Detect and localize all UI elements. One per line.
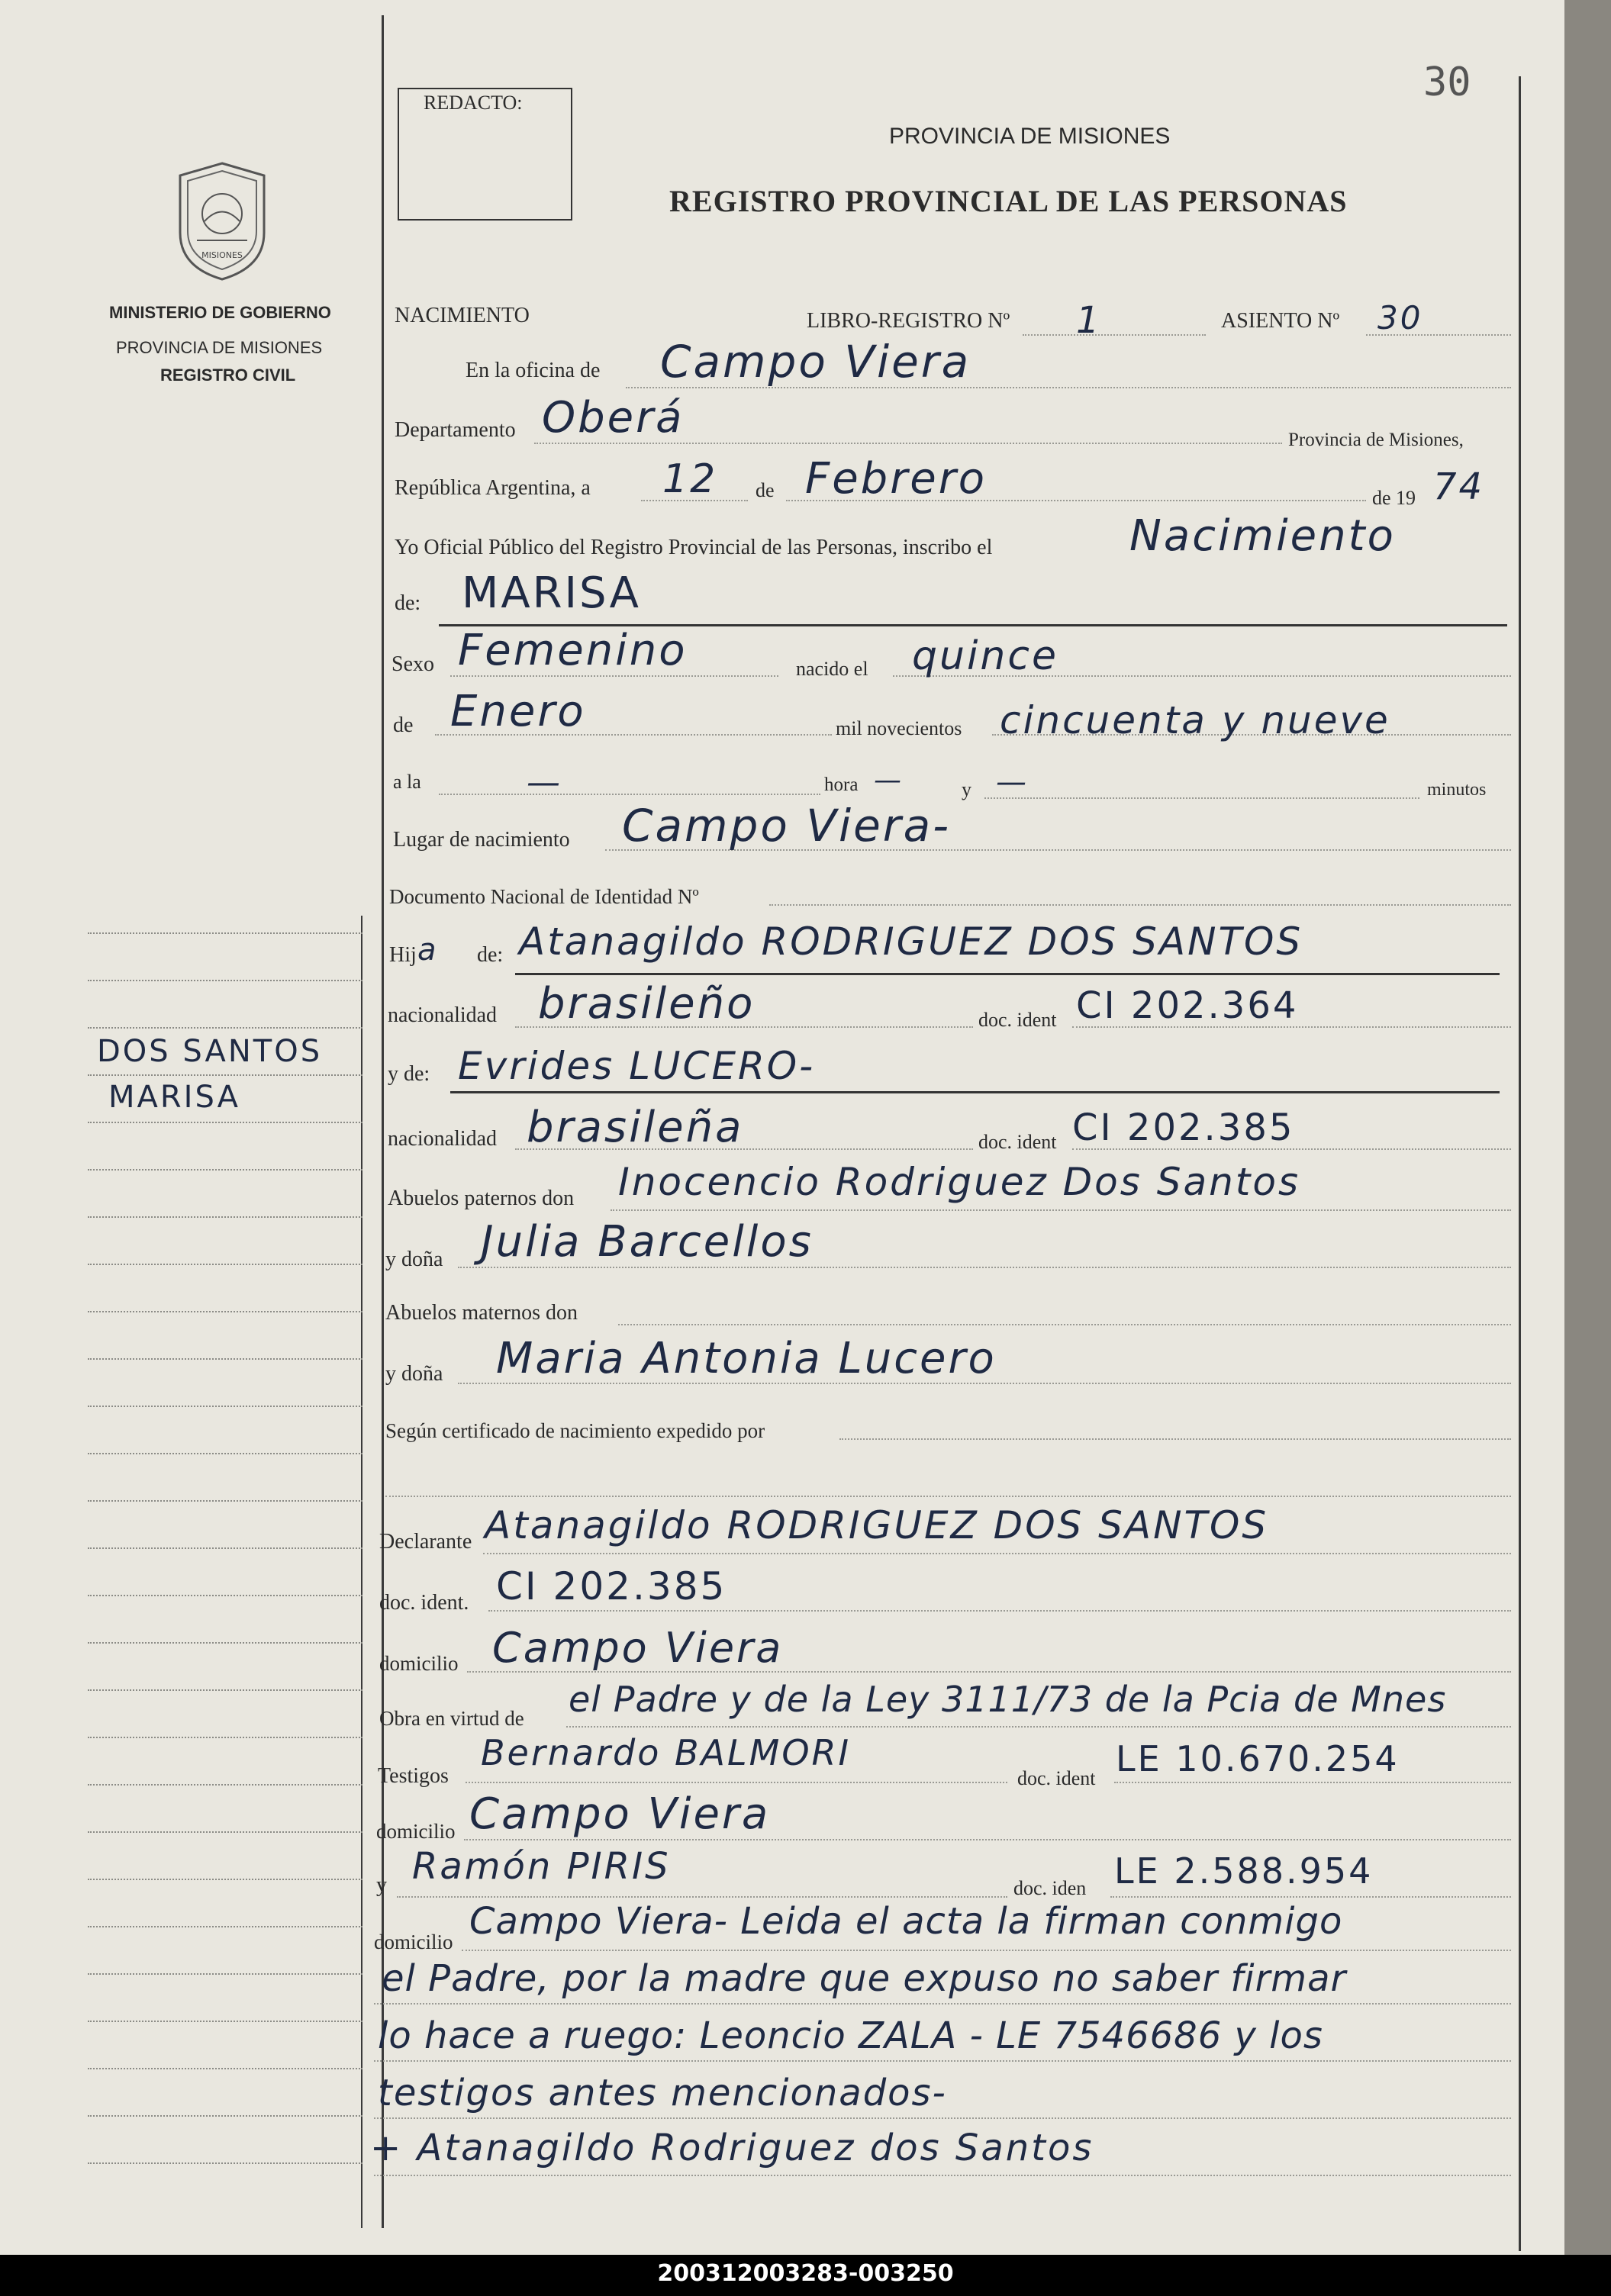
sexo-value: Femenino [458,626,688,675]
abuelos-maternos-label: Abuelos maternos don [385,1301,578,1325]
abuelo-paterno-value: Inocencio Rodriguez Dos Santos [618,1160,1301,1204]
province-header: PROVINCIA DE MISIONES [889,124,1171,149]
field-line [488,1610,1511,1612]
field-line [984,797,1419,799]
image-caption: 200312003283-003250 [657,2260,954,2287]
declarante-dom-value: Campo Viera [492,1624,784,1672]
madre-value: Evrides LUCERO- [458,1044,816,1088]
declarante-label: Declarante [379,1530,472,1554]
field-line [464,1839,1511,1840]
field-line [1114,1782,1511,1783]
field-line [611,1209,1511,1211]
nacido-label: nacido el [796,658,868,680]
mes-value: Febrero [805,454,987,504]
hora-dash: — [527,763,562,802]
field-line [1023,334,1206,336]
testigo2-doc-value: LE 2.588.954 [1114,1850,1374,1892]
margin-line [88,932,362,934]
field-line [1110,1896,1511,1898]
nacido-mes-value: Enero [450,687,586,736]
margin-line [88,1547,362,1549]
seal-text: MISIONES [201,250,243,260]
declarante-doc-value: CI 202.385 [496,1564,727,1608]
margin-line [88,1737,362,1738]
margin-line [88,1358,362,1360]
field-line [483,1553,1511,1554]
madre-doc-value: CI 202.385 [1072,1106,1295,1149]
registry-title: REGISTRO PROVINCIAL DE LAS PERSONAS [669,184,1348,218]
margin-line [88,1879,362,1880]
doc-ident-label: doc. ident [978,1131,1057,1153]
margin-line [88,1973,362,1975]
ministry-line2: PROVINCIA DE MISIONES [116,338,323,357]
nacido-dia-value: quince [912,633,1058,679]
margin-line [88,1264,362,1265]
field-line [566,1726,1511,1728]
madre-nac-value: brasileña [527,1103,744,1152]
minutos-label: minutos [1427,780,1487,800]
mother-underline [450,1091,1500,1093]
declarante-doc-label: doc. ident. [379,1591,469,1615]
provincia-label: Provincia de Misiones, [1288,430,1464,450]
doc-ident-label: doc. ident [1017,1767,1096,1789]
field-line [374,2175,1511,2176]
nombre-value: MARISA [462,568,641,618]
nacimiento-label: NACIMIENTO [395,304,530,327]
departamento-value: Oberá [542,393,685,443]
margin-line [88,1642,362,1644]
margin-line [88,1074,362,1076]
margin-line [88,1500,362,1502]
padre-nac-value: brasileño [538,979,756,1029]
margin-line [88,1689,362,1691]
field-line [462,1950,1511,1951]
margin-line [88,1831,362,1833]
padre-value: Atanagildo RODRIGUEZ DOS SANTOS [519,919,1303,964]
domicilio-label: domicilio [374,1931,453,1953]
y2-label: y [376,1873,387,1897]
note-line-2: el Padre, por la madre que expuso no saber firmar [382,1957,1347,2000]
anio-label: de 19 [1372,487,1416,509]
hijo-suffix: a [417,932,439,968]
y-label: y [962,778,971,800]
ministry-line3: REGISTRO CIVIL [160,365,296,385]
lugar-label: Lugar de nacimiento [393,828,570,852]
padre-doc-value: CI 202.364 [1076,984,1299,1027]
field-line [618,1324,1511,1325]
domicilio-label: domicilio [379,1652,459,1675]
margin-line [88,1027,362,1029]
margin-note-surname: DOS SANTOS [97,1034,323,1069]
father-underline [515,973,1500,975]
de-label: de [756,479,775,501]
libro-label: LIBRO-REGISTRO Nº [807,309,1010,333]
testigo2-value: Ramón PIRIS [412,1845,671,1888]
asiento-value: 30 [1377,299,1423,337]
signature: + Atanagildo Rodriguez dos Santos [370,2127,1094,2169]
field-line [839,1438,1511,1440]
nacionalidad-label: nacionalidad [388,1127,498,1151]
field-line [374,2117,1511,2119]
libro-value: 1 [1076,299,1102,342]
field-line [385,1496,1511,1497]
note-line-4: testigos antes mencionados- [378,2072,947,2114]
hora-label: hora [824,774,859,795]
margin-line [88,1169,362,1171]
testigos-label: Testigos [378,1764,449,1788]
y-dona-label: y doña [385,1362,443,1386]
a-la-label: a la [393,771,421,793]
margin-note-name: MARISA [108,1080,240,1115]
form-right-line [1519,76,1521,2251]
margin-line [88,1784,362,1786]
doc-iden-label: doc. iden [1013,1877,1087,1899]
asiento-label: ASIENTO Nº [1221,309,1340,333]
minutos-dash: — [996,765,1029,800]
anio-value: 74 [1433,465,1485,508]
margin-line [88,1453,362,1454]
hijo-label: Hij [389,943,417,967]
yo-oficial-label: Yo Oficial Público del Registro Provincial de las Personas, inscribo el [395,536,993,559]
field-line [397,1896,1007,1898]
domicilio-label: domicilio [376,1820,456,1843]
abuela-materna-value: Maria Antonia Lucero [496,1334,997,1383]
segun-label: Según certificado de nacimiento expedido por [385,1419,765,1442]
dia-value: 12 [662,456,718,502]
provincial-seal-icon [174,160,270,282]
testigo1-dom-value: Campo Viera [469,1789,771,1839]
margin-line [88,2162,362,2164]
nacionalidad-label: nacionalidad [388,1003,498,1027]
inscribo-value: Nacimiento [1129,511,1396,561]
margin-line [88,1595,362,1596]
de2-label: de: [395,591,421,615]
abuelos-paternos-label: Abuelos paternos don [388,1187,575,1210]
hora-dash-2: — [874,765,904,796]
field-line [458,1267,1511,1268]
redacto-label: REDACTO: [424,92,523,114]
dni-label: Documento Nacional de Identidad Nº [389,885,699,908]
margin-line [88,2115,362,2117]
margin-line [88,1122,362,1123]
testigo1-doc-value: LE 10.670.254 [1116,1738,1400,1779]
field-line [374,2003,1511,2005]
y-de-label: y de: [388,1062,430,1086]
de3-label: de [393,713,414,737]
field-line [534,443,1282,444]
declarante-value: Atanagildo RODRIGUEZ DOS SANTOS [485,1503,1269,1547]
margin-line [88,1311,362,1312]
testigo1-value: Bernardo BALMORI [481,1732,852,1773]
margin-line [88,1406,362,1407]
y-dona-label: y doña [385,1248,443,1271]
margin-line [88,2021,362,2022]
ministry-line1: MINISTERIO DE GOBIERNO [109,303,331,322]
nacido-anio-value: cincuenta y nueve [1000,698,1390,742]
field-line [374,2060,1511,2062]
mil-label: mil novecientos [836,717,962,739]
field-line [466,1782,1007,1783]
sexo-label: Sexo [391,652,434,676]
oficina-value: Campo Viera [660,336,971,388]
obra-label: Obra en virtud de [379,1707,524,1730]
oficina-label: En la oficina de [466,359,601,382]
note-line-3: lo hace a ruego: Leoncio ZALA - LE 7546686 y los [378,2014,1323,2057]
republica-label: República Argentina, a [395,476,591,500]
final-dom-value: Campo Viera- Leida el acta la firman conmigo [469,1900,1343,1943]
form-left-line [361,916,362,2228]
field-line [450,675,778,677]
doc-ident-label: doc. ident [978,1009,1057,1031]
margin-line [88,2068,362,2069]
page-number: 30 [1423,60,1471,105]
margin-line [88,980,362,981]
departamento-label: Departamento [395,418,516,442]
obra-value: el Padre y de la Ley 3111/73 de la Pcia de Mnes [569,1679,1447,1720]
hijo-de-label: de: [477,943,504,967]
margin-line [88,1216,362,1218]
field-line [769,904,1511,906]
field-line [439,794,820,795]
abuela-paterna-value: Julia Barcellos [481,1217,814,1267]
lugar-value: Campo Viera- [622,800,952,852]
margin-line [88,1926,362,1927]
page-edge [1564,0,1611,2255]
